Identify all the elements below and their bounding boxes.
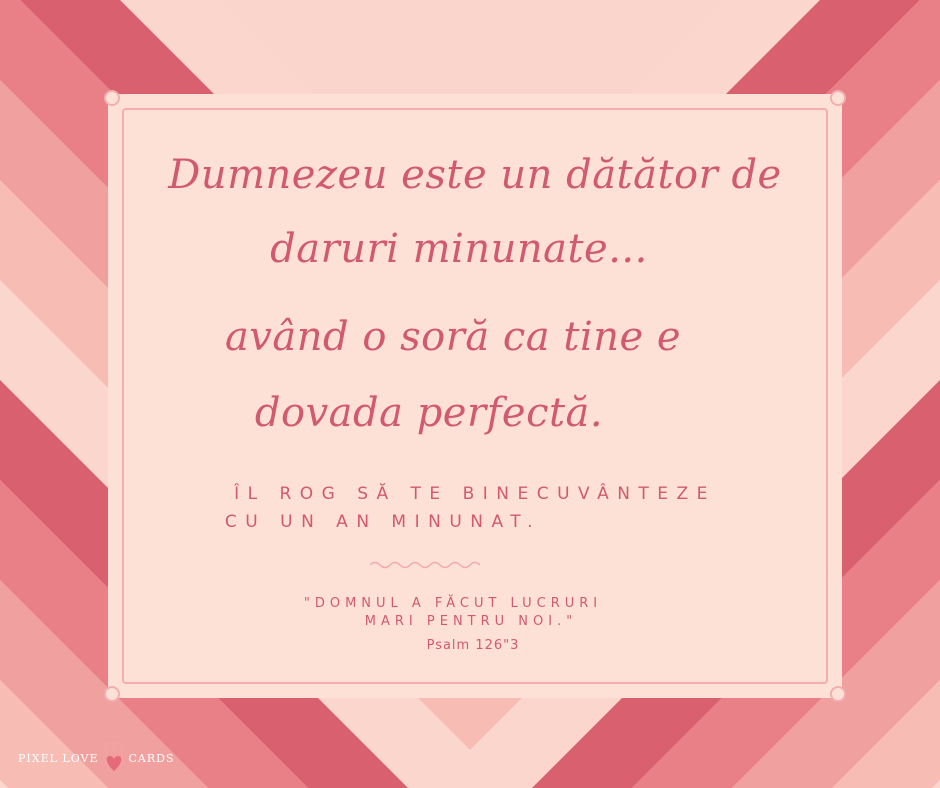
script-line: dovada perfectă. — [254, 390, 604, 436]
quote-line: "DOMNUL A FĂCUT LUCRURI — [303, 596, 603, 611]
logo-text-left: PIXEL LOVE — [18, 751, 99, 765]
corner-ornament — [830, 686, 846, 702]
script-line: daruri minunate... — [270, 226, 648, 272]
corner-ornament — [104, 90, 120, 106]
corner-ornament — [830, 90, 846, 106]
script-line: având o soră ca tine e — [224, 314, 682, 360]
script-line: Dumnezeu este un dătător de — [168, 152, 782, 198]
blessing-line: CU UN AN MINUNAT. — [224, 512, 542, 532]
wave-divider — [370, 560, 480, 570]
psalm-citation: Psalm 126"3 — [426, 638, 520, 653]
greeting-card — [108, 94, 842, 698]
heart-card-icon — [101, 741, 127, 775]
blessing-line: ÎL ROG SĂ TE BINECUVÂNTEZE — [234, 484, 716, 504]
brand-logo — [18, 738, 175, 778]
quote-line: MARI PENTRU NOI." — [364, 614, 578, 629]
logo-text-right: CARDS — [128, 751, 175, 765]
corner-ornament — [104, 686, 120, 702]
